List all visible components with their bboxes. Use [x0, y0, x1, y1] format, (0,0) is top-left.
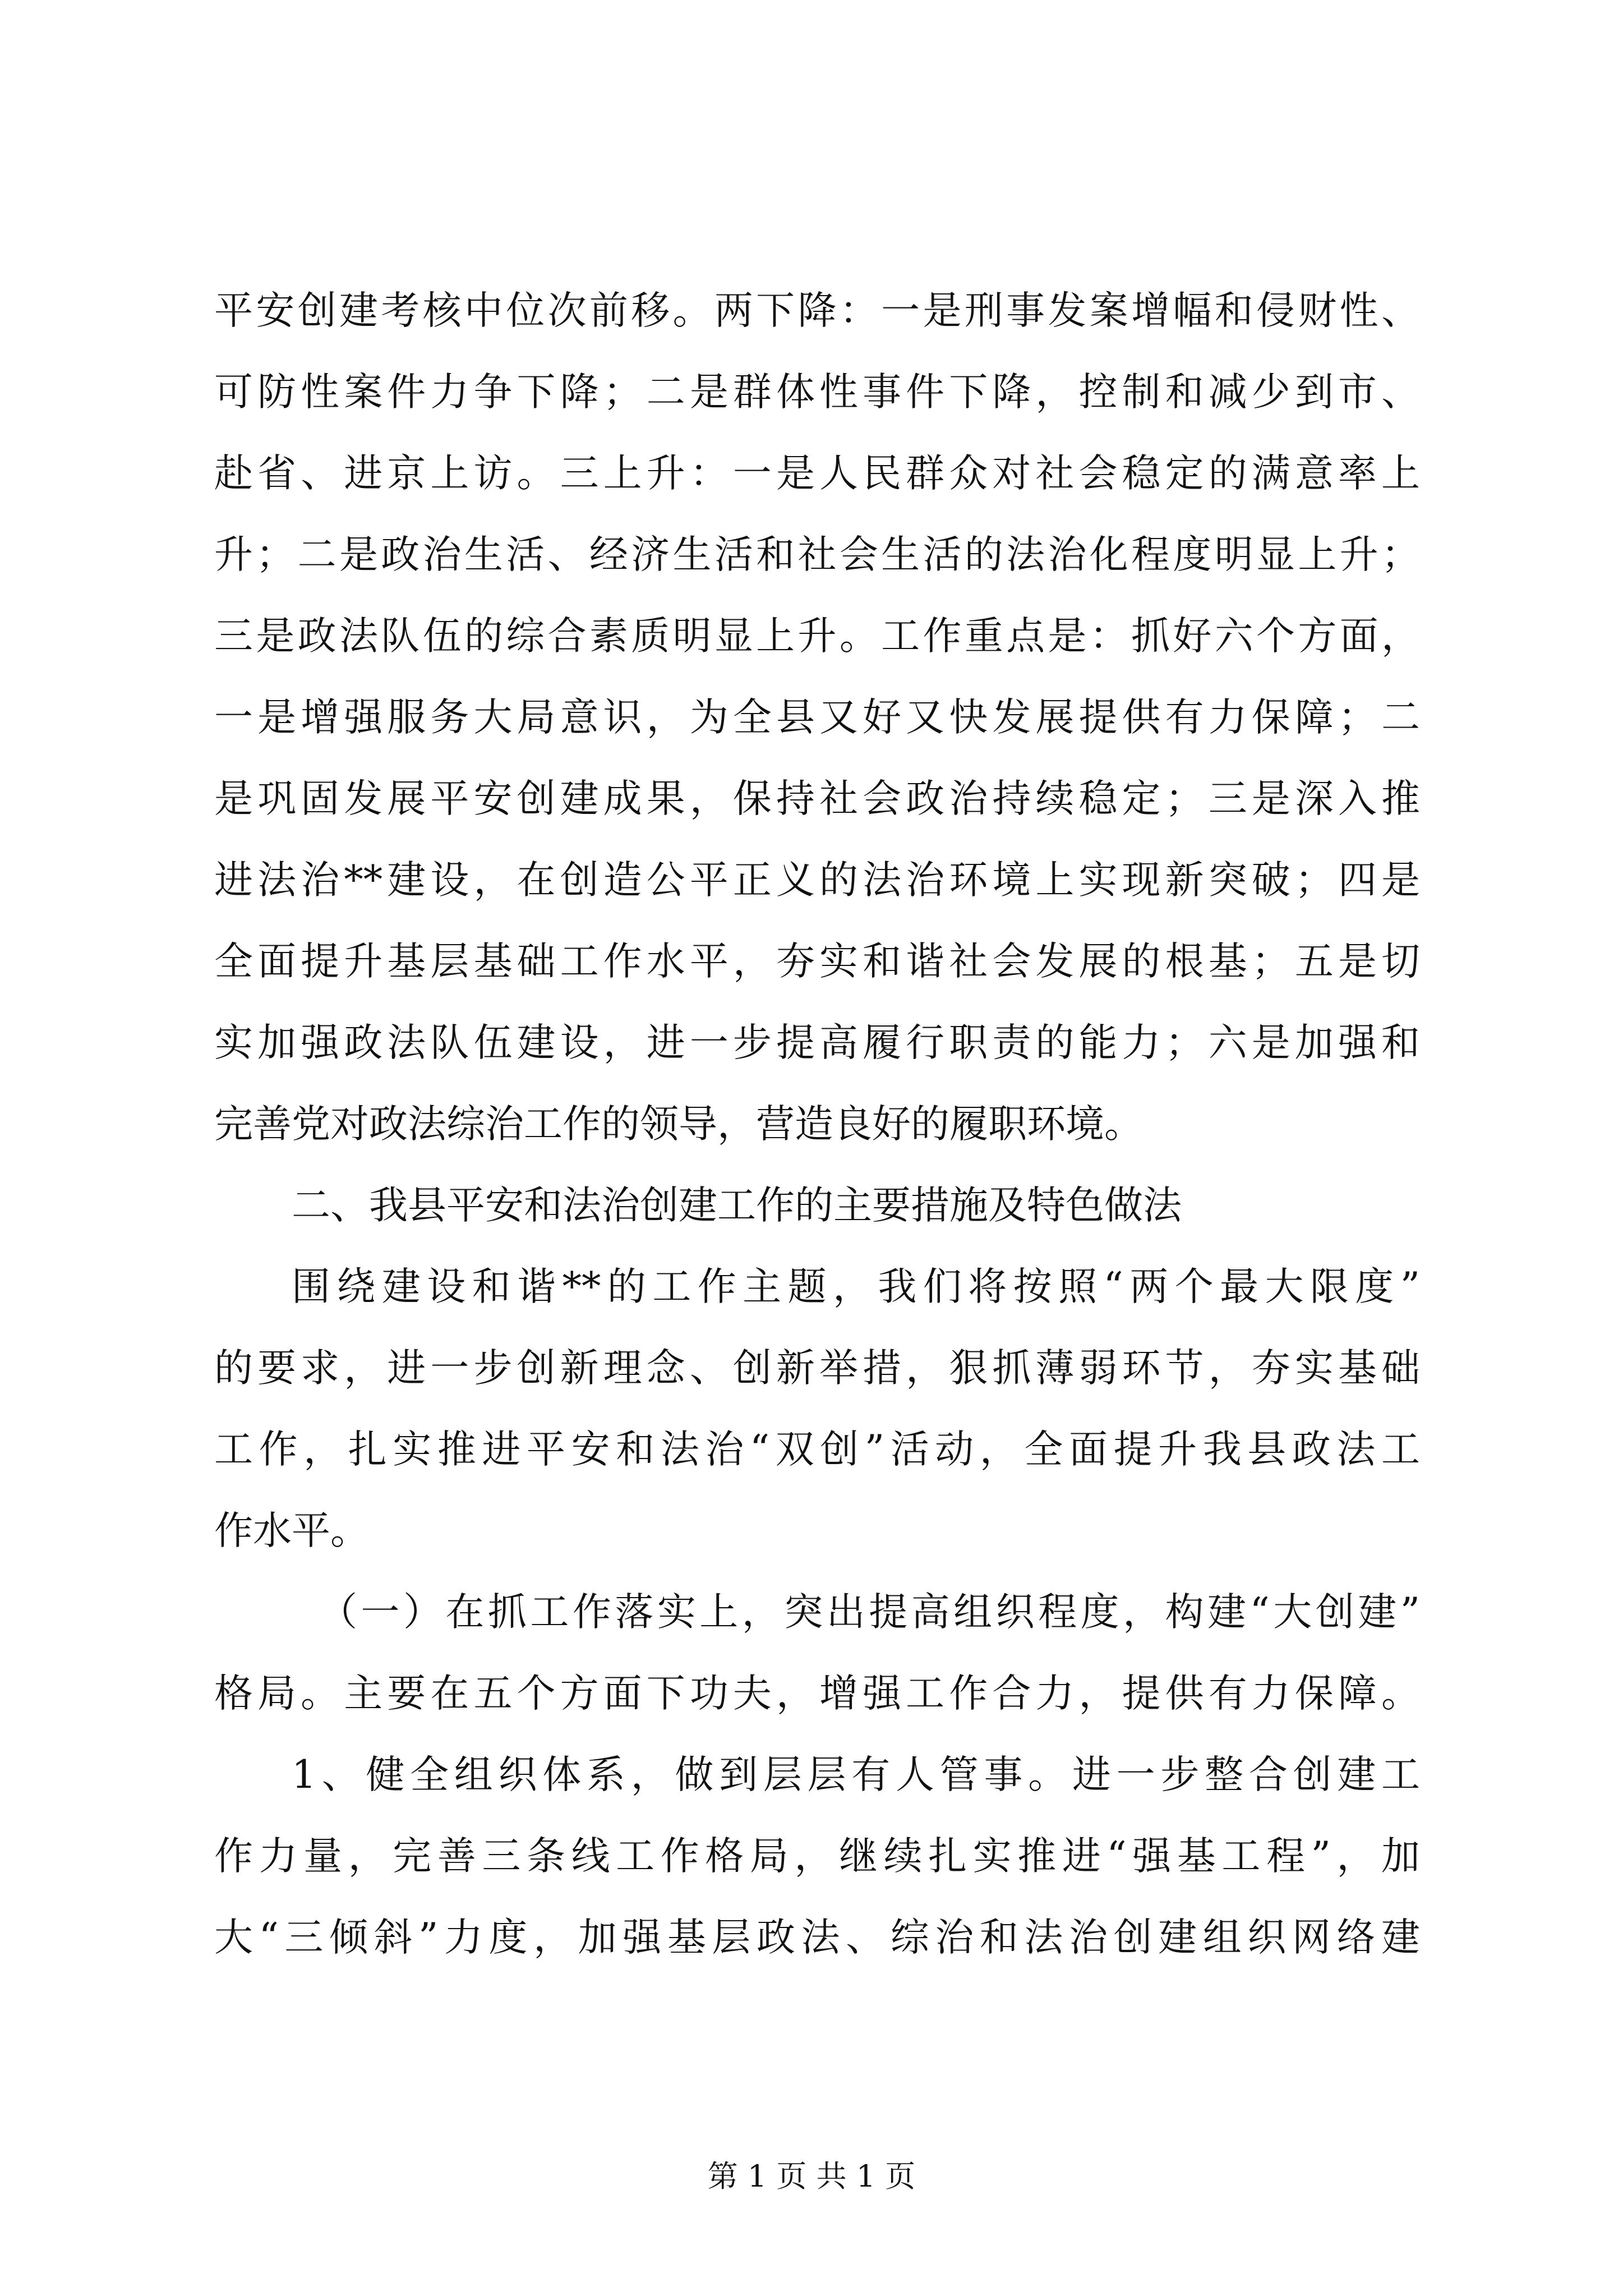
body-text-line: 实加强政法队伍建设，进一步提高履行职责的能力；六是加强和 — [214, 1020, 1420, 1065]
body-text-line: 进法治**建设，在创造公平正义的法治环境上实现新突破；四是 — [214, 858, 1420, 903]
body-text-line: 三是政法队伍的综合素质明显上升。工作重点是：抓好六个方面， — [214, 614, 1420, 659]
body-text-line: 可防性案件力争下降；二是群体性事件下降，控制和减少到市、 — [214, 370, 1420, 415]
body-text-line: 全面提升基层基础工作水平，夯实和谐社会发展的根基；五是切 — [214, 939, 1420, 984]
body-text-line: 围绕建设和谐**的工作主题，我们将按照“两个最大限度” — [292, 1264, 1420, 1309]
body-text-line: 的要求，进一步创新理念、创新举措，狠抓薄弱环节，夯实基础 — [214, 1346, 1420, 1391]
body-text-line: 平安创建考核中位次前移。两下降：一是刑事发案增幅和侵财性、 — [214, 288, 1420, 333]
body-text-line: 大“三倾斜”力度，加强基层政法、综治和法治创建组织网络建 — [214, 1915, 1420, 1960]
body-text-line: 作力量，完善三条线工作格局，继续扎实推进“强基工程”，加 — [214, 1834, 1420, 1879]
body-text-line: 赴省、进京上访。三上升：一是人民群众对社会稳定的满意率上 — [214, 451, 1420, 496]
body-text-line: 是巩固发展平安创建成果，保持社会政治持续稳定；三是深入推 — [214, 776, 1420, 821]
section-heading: 二、我县平安和法治创建工作的主要措施及特色做法 — [292, 1183, 1182, 1228]
body-text-line: 一是增强服务大局意识，为全县又好又快发展提供有力保障；二 — [214, 695, 1420, 740]
body-text-line: 作水平。 — [214, 1508, 369, 1553]
body-text-line: 升；二是政治生活、经济生活和社会生活的法治化程度明显上升； — [214, 532, 1420, 577]
page-number-footer: 第 1 页 共 1 页 — [707, 2159, 916, 2194]
body-text-line: 工作，扎实推进平安和法治“双创”活动，全面提升我县政法工 — [214, 1427, 1420, 1472]
subsection-heading: （一）在抓工作落实上，突出提高组织程度，构建“大创建” — [319, 1590, 1420, 1635]
body-text-line: 格局。主要在五个方面下功夫，增强工作合力，提供有力保障。 — [214, 1671, 1420, 1716]
body-text-line: 完善党对政法综治工作的领导，营造良好的履职环境。 — [214, 1102, 1143, 1147]
body-text-line: 1、健全组织体系，做到层层有人管事。进一步整合创建工 — [292, 1752, 1420, 1797]
